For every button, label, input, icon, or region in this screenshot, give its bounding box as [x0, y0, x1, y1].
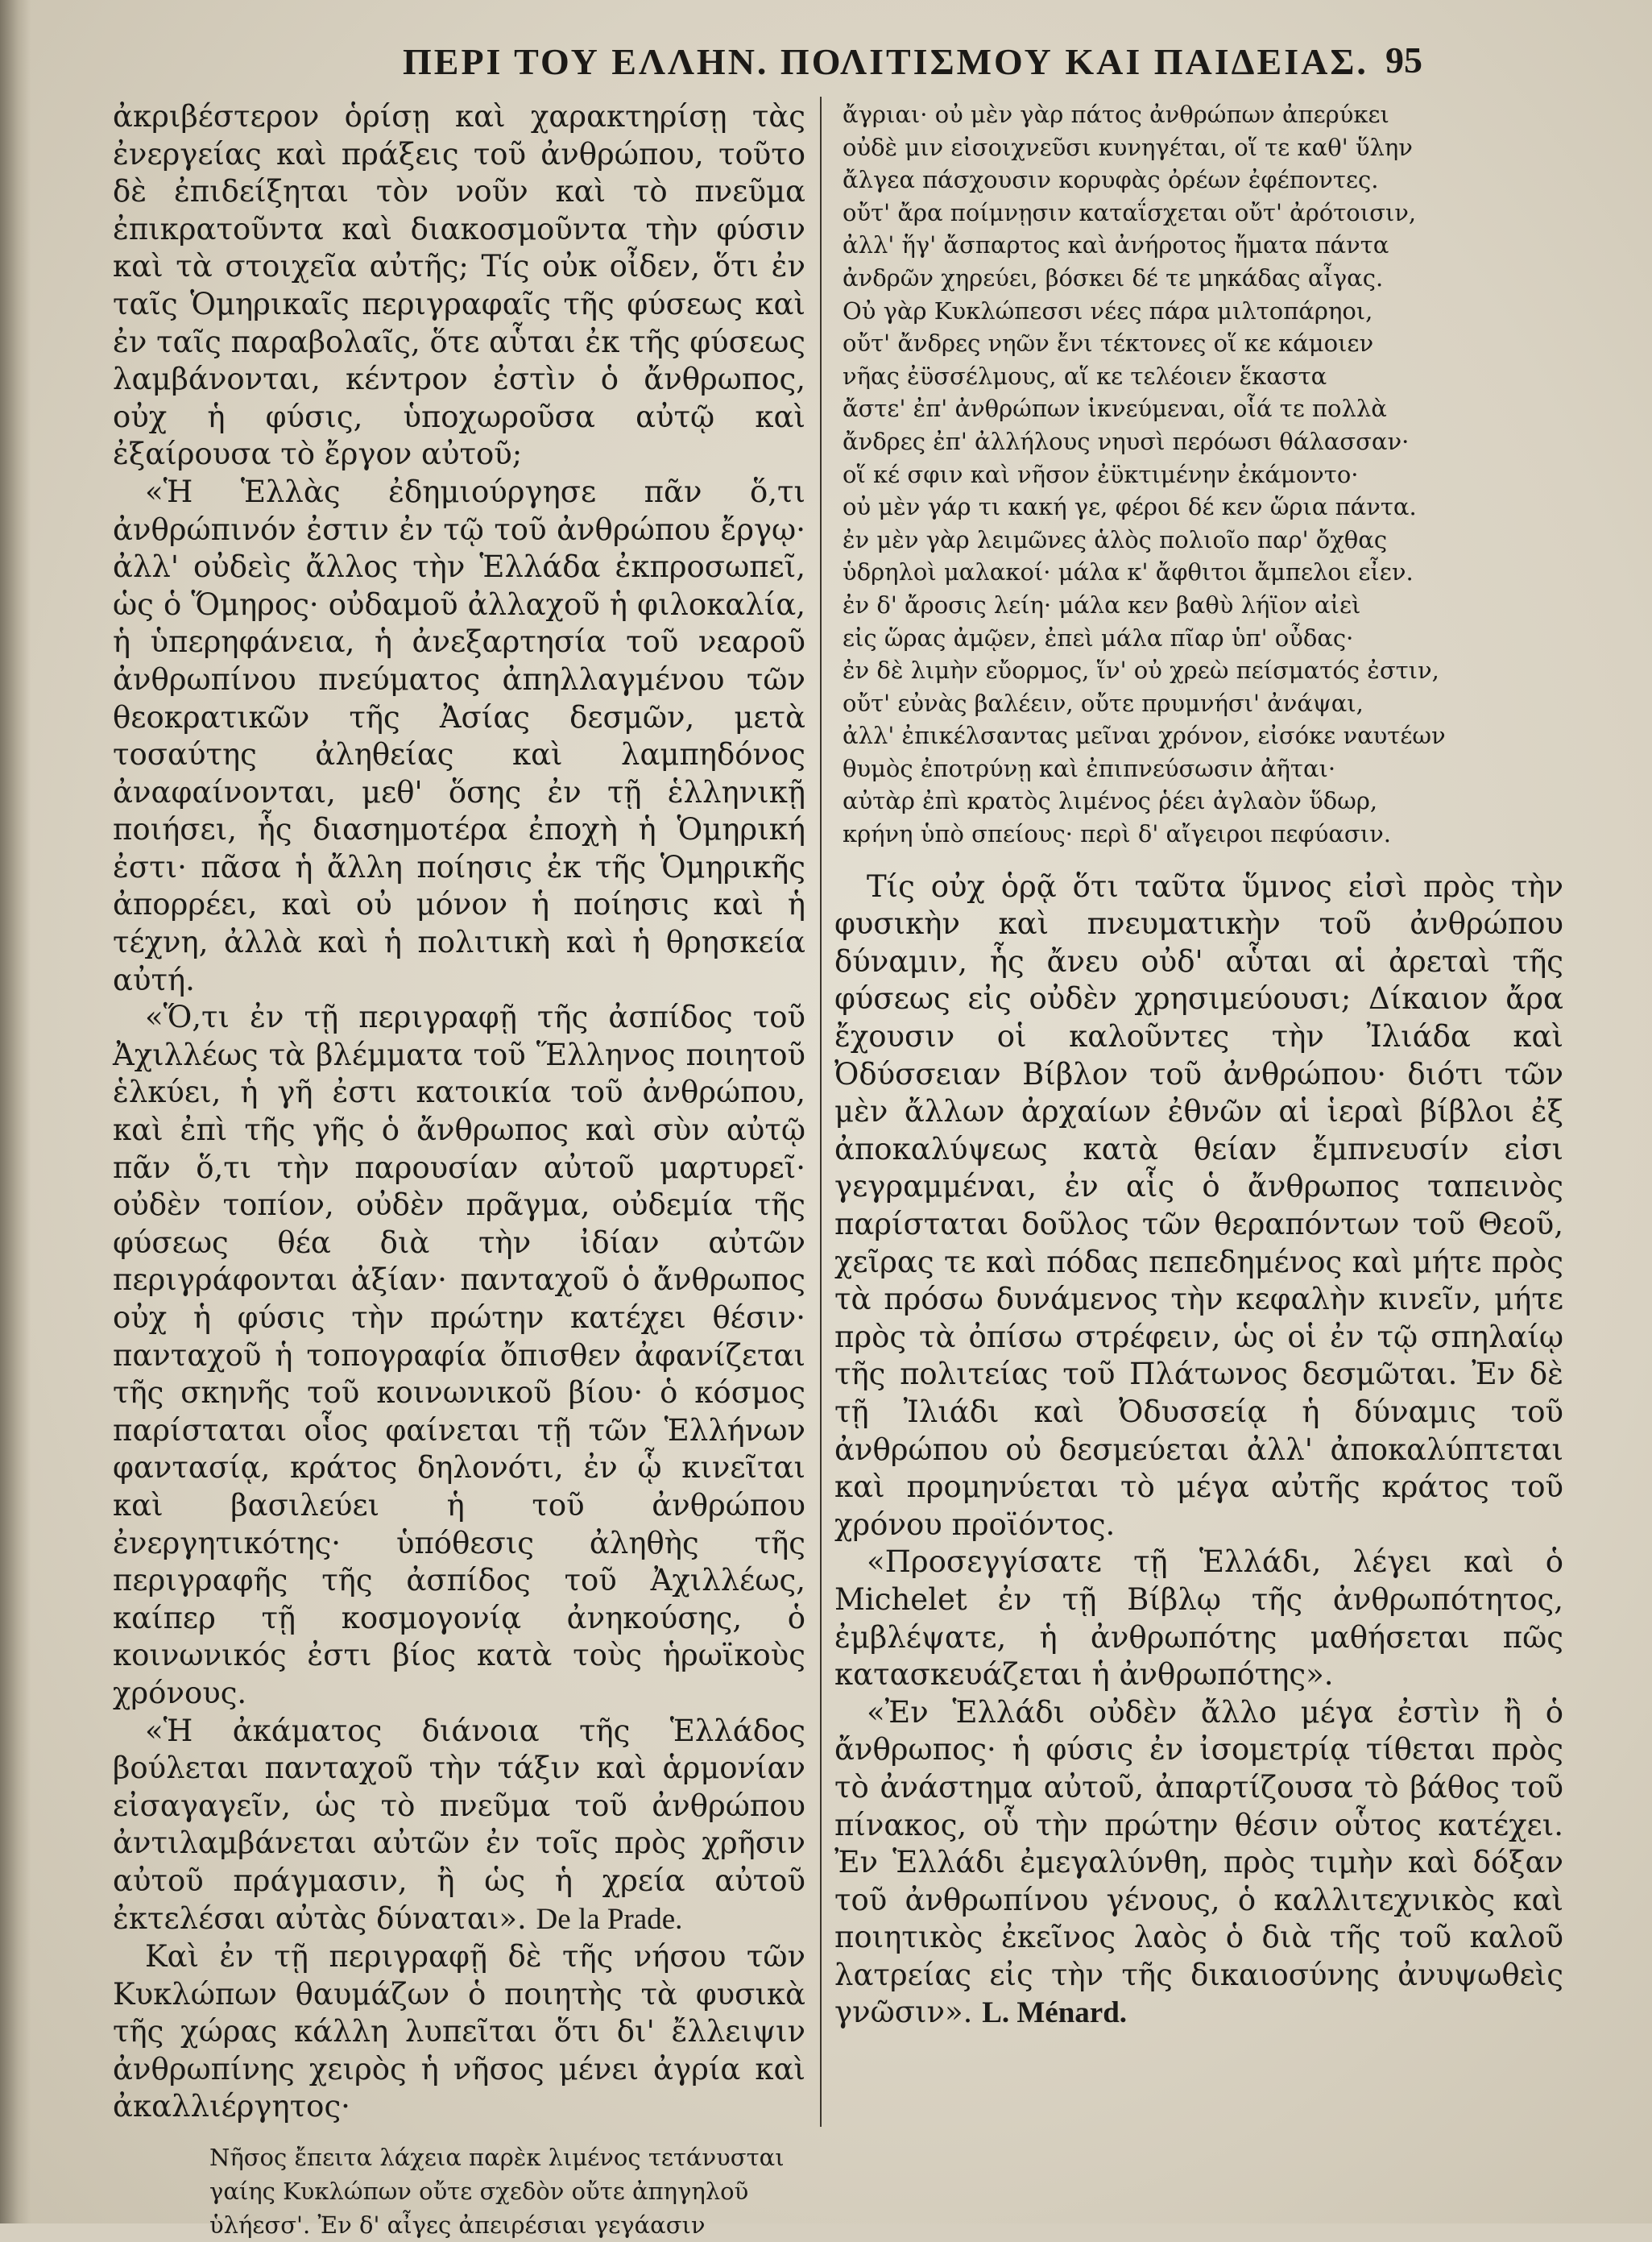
verse-line: οὔτ' ἄνδρες νηῶν ἔνι τέκτονες οἵ κε κάμοιεν: [843, 329, 1374, 358]
verse-line: κρήνη ὑπὸ σπείους· περὶ δ' αἴγειροι πεφύασιν.: [843, 820, 1391, 848]
paragraph: «Ὅ,τι ἐν τῇ περιγραφῇ τῆς ἀσπίδος τοῦ Ἀχιλλέως τὰ βλέμματα τοῦ Ἕλληνος ποιητοῦ ἑλκύει, ἡ γῆ ἐστι κατοικία τοῦ ἀνθρώπου, καὶ ἐπὶ τῆς γῆς ὁ ἄνθρωπος καὶ σὺν αὐτῷ πᾶν ὅ,τι τὴν παρουσίαν αὐτοῦ μαρτυρεῖ· οὐδὲν τοπίον, οὐδὲν πρᾶγμα, οὐδεμία τῆς φύσεως θέα διὰ τὴν ἰδίαν αὐτῶν περιγράφονται ἀξίαν· πανταχοῦ ὁ ἄνθρωπος οὐχ ἡ φύσις τὴν πρώτην κατέχει θέσιν· πανταχοῦ ἡ τοπογραφία ὄπισθεν ἀφανίζεται τῆς σκηνῆς τοῦ κοινωνικοῦ βίου· ὁ κόσμος παρίσταται οἷος φαίνεται τῇ τῶν Ἑλλήνων φαντασίᾳ, κράτος δηλονότι, ἐν ᾧ κινεῖται καὶ βασιλεύει ἡ τοῦ ἀνθρώπου ἐνεργητικότης· ὑπόθεσις ἀληθὴς τῆς περιγραφῆς τῆς ἀσπίδος τοῦ Ἀχιλλέως, καίπερ τῇ κοσμογονίᾳ ἀνηκούσης, ὁ κοινωνικός ἐστι βίος κατὰ τοὺς ἡρωϊκοὺς χρόνους.: [113, 1000, 805, 1710]
verse-line: ἄστε' ἐπ' ἀνθρώπων ἱκνεύμεναι, οἷά τε πολλὰ: [843, 395, 1387, 423]
attribution-de-la-prade: De la Prade.: [536, 1902, 683, 1936]
verse-line: ἐν δ' ἄροσις λείη· μάλα κεν βαθὺ λήϊον αἰεὶ: [843, 591, 1361, 619]
verse-line: οὐδὲ μιν εἰσοιχνεῦσι κυνηγέται, οἵ τε καθ' ὕλην: [843, 133, 1413, 161]
right-prose: [834, 868, 1563, 2033]
verse-line: οἵ κέ σφιν καὶ νῆσον ἐϋκτιμένην ἐκάμοντο·: [843, 460, 1359, 488]
verse-line: νῆας ἐϋσσέλμους, αἵ κε τελέοιεν ἕκαστα: [843, 362, 1327, 390]
paragraph-text: «Ἐν Ἑλλάδι οὐδὲν ἄλλο μέγα ἐστὶν ἢ ὁ ἄνθρωπος· ἡ φύσις ἐν ἰσομετρίᾳ τίθεται πρὸς τὸ ἀνάστημα αὐτοῦ, ἀπαρτίζουσα τὸ βάθος τοῦ πίνακος, οὗ τὴν πρώτην θέσιν οὗτος κατέχει. Ἐν Ἑλλάδι ἐμεγαλύνθη, πρὸς τιμὴν καὶ δόξαν τοῦ ἀνθρωπίνου γένους, ὁ καλλιτεχνικὸς καὶ ποιητικὸς ἐκεῖνος λαὸς ὁ διὰ τῆς τοῦ καλοῦ λατρείας εἰς τὴν τῆς δικαιοσύνης ἀνυψωθεὶς γνῶσιν».: [834, 1694, 1563, 2030]
paragraph: Τίς οὐχ ὁρᾷ ὅτι ταῦτα ὕμνος εἰσὶ πρὸς τὴν φυσικὴν καὶ πνευματικὴν τοῦ ἀνθρώπου δύναμιν, ἧς ἄνευ οὐδ' αὗται αἱ ἀρεταὶ τῆς φύσεως εἰς οὐδὲν χρησιμεύουσι; Δίκαιον ἄρα ἔχουσιν οἱ καλοῦντες τὴν Ἰλιάδα καὶ Ὀδύσσειαν Βίβλον τοῦ ἀνθρώπου· διότι τῶν μὲν ἄλλων ἀρχαίων ἐθνῶν αἱ ἱεραὶ βίβλοι ἐξ ἀποκαλύψεως κατὰ θείαν ἔμπνευσίν εἰσι γεγραμμέναι, ἐν αἷς ὁ ἄνθρωπος ταπεινὸς παρίσταται δοῦλος τῶν θεραπόντων τοῦ Θεοῦ, χεῖρας τε καὶ πόδας πεπεδημένος καὶ μήτε πρὸς τὰ πρόσω δυνάμενος τὴν κεφαλὴν κινεῖν, μήτε πρὸς τὰ ὀπίσω στρέφειν, ὡς οἱ ἐν τῷ σπηλαίῳ τῆς πολιτείας τοῦ Πλάτωνος δεσμῶται. Ἐν δὲ τῇ Ἰλιάδι καὶ Ὀδυσσείᾳ ἡ δύναμις τοῦ ἀνθρώπου οὐ δεσμεύεται ἀλλ' ἀποκαλύπτεται καὶ προμηνύεται τὸ μέγα αὐτῆς κράτος τοῦ χρόνου προϊόντος.: [834, 868, 1563, 1542]
right-column: [834, 98, 1563, 2033]
verse-line: οὔτ' εὐνὰς βαλέειν, οὔτε πρυμνήσι' ἀνάψαι,: [843, 689, 1364, 717]
paragraph: «Ἡ Ἑλλὰς ἐδημιούργησε πᾶν ὅ,τι ἀνθρώπινόν ἐστιν ἐν τῷ τοῦ ἀνθρώπου ἔργῳ· ἀλλ' οὐδεὶς ἄλλος τὴν Ἑλλάδα ἐκπροσωπεῖ, ὡς ὁ Ὅμηρος· οὐδαμοῦ ἀλλαχοῦ ἡ φιλοκαλία, ἡ ὑπερηφάνεια, ἡ ἀνεξαρτησία τοῦ νεαροῦ ἀνθρωπίνου πνεύματος ἀπηλλαγμένου τῶν θεοκρατικῶν τῆς Ἀσίας δεσμῶν, μετὰ τοσαύτης ἀληθείας καὶ λαμπηδόνος ἀναφαίνονται, μεθ' ὅσης ἐν τῇ ἑλληνικῇ ποιήσει, ἧς διασημοτέρα ἐποχὴ ἡ Ὁμηρική ἐστι· πᾶσα ἡ ἄλλη ποίησις ἐκ τῆς Ὁμηρικῆς ἀπορρέει, καὶ οὐ μόνον ἡ ποίησις καὶ ἡ τέχνη, ἀλλὰ καὶ ἡ πολιτικὴ καὶ ἡ θρησκεία αὐτή.: [113, 474, 805, 997]
verse-line: εἰς ὥρας ἀμῷεν, ἐπεὶ μάλα πῖαρ ὑπ' οὖδας·: [843, 624, 1354, 652]
verse-line: ἐν μὲν γὰρ λειμῶνες ἁλὸς πολιοῖο παρ' ὄχθας: [843, 525, 1388, 553]
paragraph-text: «Ἡ ἀκάματος διάνοια τῆς Ἑλλάδος βούλεται πανταχοῦ τὴν τάξιν καὶ ἁρμονίαν εἰσαγαγεῖν, ὡς τὸ πνεῦμα τοῦ ἀνθρώπου ἀντιλαμβάνεται αὐτῶν ἐν τοῖς πρὸς χρῆσιν αὐτοῦ πράγμασιν, ἢ ὡς ἡ χρεία αὐτοῦ ἐκτελέσαι αὐτὰς δύναται».: [113, 1713, 805, 1936]
paragraph: Καὶ ἐν τῇ περιγραφῇ δὲ τῆς νήσου τῶν Κυκλώπων θαυμάζων ὁ ποιητὴς τὰ φυσικὰ τῆς χώρας κάλλη λυπεῖται ὅτι δι' ἔλλειψιν ἀνθρωπίνης χειρὸς ἡ νῆσος μένει ἀγρία καὶ ἀκαλλιέργητος·: [113, 1939, 805, 2124]
verse-line: ἄλγεα πάσχουσιν κορυφὰς ὀρέων ἐφέποντες.: [843, 166, 1379, 194]
paragraph-with-attribution: [113, 1713, 805, 1939]
paragraph: ἀκριβέστερον ὁρίσῃ καὶ χαρακτηρίσῃ τὰς ἐνεργείας καὶ πράξεις τοῦ ἀνθρώπου, τοῦτο δὲ ἐπιδείξηται τὸν νοῦν καὶ τὸ πνεῦμα ἐπικρατοῦντα καὶ διακοσμοῦντα τὴν φύσιν καὶ τὰ στοιχεῖα αὐτῆς; Τίς οὐκ οἶδεν, ὅτι ἐν ταῖς Ὁμηρικαῖς περιγραφαῖς τῆς φύσεως καὶ ἐν ταῖς παραβολαῖς, ὅτε αὗται ἐκ τῆς φύσεως λαμβάνονται, κέντρον ἐστὶν ὁ ἄνθρωπος, οὐχ ἡ φύσις, ὑποχωροῦσα αὐτῷ καὶ ἐξαίρουσα τὸ ἔργον αὐτοῦ;: [113, 99, 805, 472]
verse-line: αὐτὰρ ἐπὶ κρατὸς λιμένος ῥέει ἀγλαὸν ὕδωρ,: [843, 787, 1378, 815]
verse-line: οὐ μὲν γάρ τι κακή γε, φέροι δέ κεν ὥρια πάντα.: [843, 493, 1417, 521]
verse-line: οὔτ' ἄρα ποίμνῃσιν καταΐσχεται οὔτ' ἀρότοισιν,: [843, 198, 1417, 226]
verse-line: ἀλλ' ἥγ' ἄσπαρτος καὶ ἀνήροτος ἤματα πάντα: [843, 231, 1389, 259]
paragraph: «Προσεγγίσατε τῇ Ἑλλάδι, λέγει καὶ ὁ Michelet ἐν τῇ Βίβλῳ τῆς ἀνθρωπότητος, ἐμβλέψατε, ἡ ἀνθρωπότης μαθήσεται πῶς κατασκευάζεται ἡ ἀνθρωπότης».: [834, 1544, 1563, 1693]
verse-line: ἄνδρες ἐπ' ἀλλήλους νηυσὶ περόωσι θάλασσαν·: [843, 427, 1410, 455]
verse-line: ὑδρηλοὶ μαλακοί· μάλα κ' ἄφθιτοι ἄμπελοι εἶεν.: [843, 558, 1414, 586]
verse-line: ἄγριαι· οὐ μὲν γὰρ πάτος ἀνθρώπων ἀπερύκει: [843, 101, 1389, 128]
page-number: 95: [1385, 39, 1422, 81]
verse-line: ἀνδρῶν χηρεύει, βόσκει δέ τε μηκάδας αἶγας.: [843, 263, 1384, 292]
verse-line: Νῆσος ἔπειτα λάχεια παρὲκ λιμένος τετάνυσται: [209, 2144, 785, 2172]
verse-line: ἀλλ' ἐπικέλσαντας μεῖναι χρόνον, εἰσόκε ναυτέων: [843, 722, 1446, 750]
verse-line: ἐν δὲ λιμὴν εὔορμος, ἵν' οὐ χρεὼ πείσματός ἐστιν,: [843, 657, 1439, 685]
verse-line: Οὐ γὰρ Κυκλώπεσσι νέες πάρα μιλτοπάρηοι,: [843, 296, 1373, 325]
verse-line: γαίης Κυκλώπων οὔτε σχεδὸν οὔτε ἀπηγηλοῦ: [209, 2178, 749, 2206]
left-column: [113, 98, 805, 2242]
column-divider: [820, 97, 822, 2127]
binding-shadow: [0, 0, 31, 2223]
verse-block: [834, 98, 1563, 851]
verse-line: ὑλήεσσ'. Ἐν δ' αἶγες ἀπειρέσιαι γεγάασιν: [209, 2211, 706, 2240]
verse-line: θυμὸς ἐποτρύνῃ καὶ ἐπιπνεύσωσιν ἀῆται·: [843, 754, 1336, 782]
paragraph-with-attribution: [834, 1694, 1563, 2033]
attribution-menard: L. Ménard.: [982, 1996, 1128, 2030]
verse-quote: [113, 2140, 805, 2242]
running-header: ΠΕΡΙ ΤΟΥ ΕΛΛΗΝ. ΠΟΛΙΤΙΣΜΟΥ ΚΑΙ ΠΑΙΔΕΙΑΣ.: [403, 41, 1368, 82]
